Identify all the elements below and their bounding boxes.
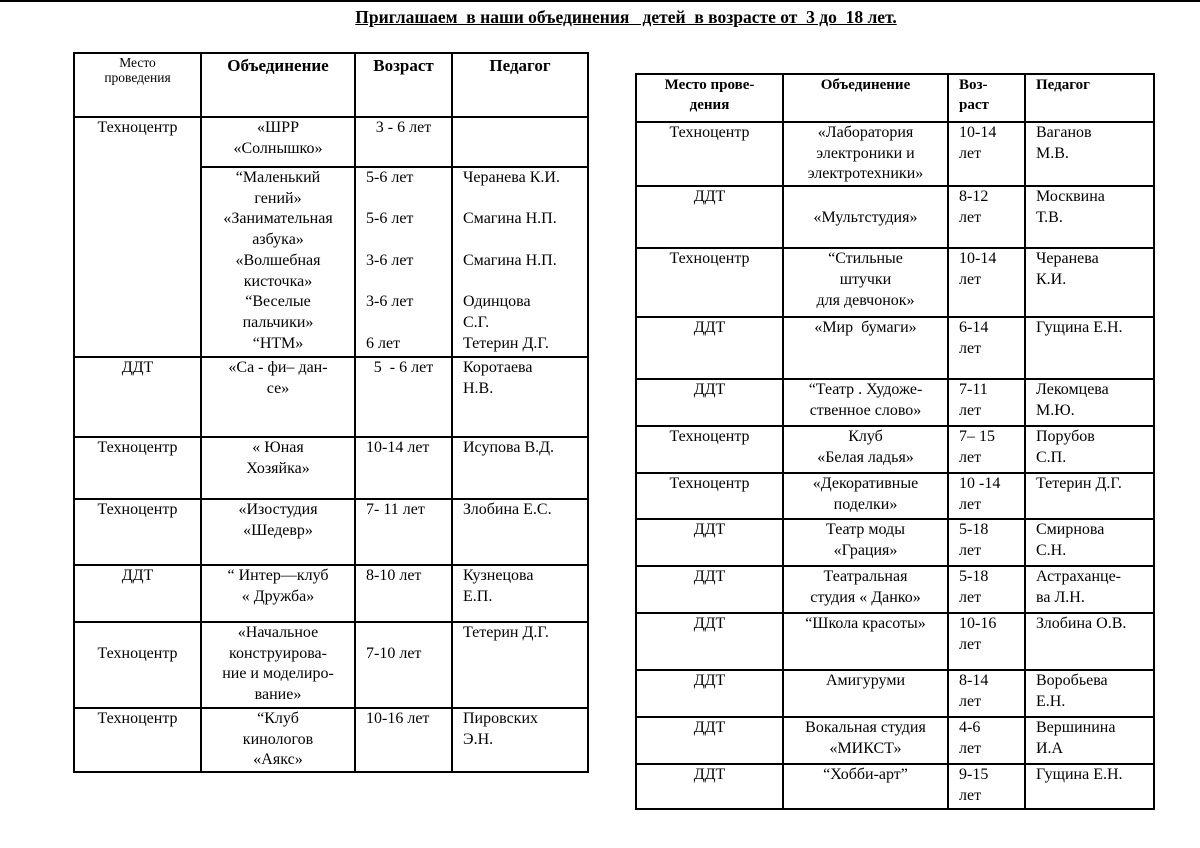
place-cell: Техноцентр [74,437,201,499]
table-row [74,622,588,708]
place-cell: ДДТ [636,670,783,717]
teacher-cell: Тетерин Д.Г. [452,622,588,708]
place-cell: Техноцентр [636,473,783,519]
teacher-cell: Злобина Е.С. [452,499,588,565]
place-cell: Техноцентр [74,499,201,565]
place-cell: ДДТ [636,186,783,248]
teacher-cell: Лекомцева М.Ю. [1025,379,1154,426]
club-cell: Амигуруми [783,670,948,717]
right-header-age: Воз- раст [948,74,1025,122]
age-cell: 9-15 лет [948,764,1025,809]
table-row [636,473,1154,519]
table-row [74,357,588,437]
teacher-cell: Вершинина И.А [1025,717,1154,764]
teacher-cell: Воробьева Е.Н. [1025,670,1154,717]
place-cell: ДДТ [636,566,783,613]
club-cell: “Школа красоты» [783,613,948,670]
age-cell: 6-14 лет [948,317,1025,379]
table-row [636,317,1154,379]
place-cell: ДДТ [74,357,201,437]
age-cell: 5-18 лет [948,566,1025,613]
place-cell: ДДТ [636,379,783,426]
age-cell: 5-6 лет 5-6 лет 3-6 лет 3-6 лет 6 лет [355,167,452,357]
club-cell: «ШРР «Солнышко» [201,117,355,167]
age-cell: 7– 15 лет [948,426,1025,473]
teacher-cell: Черанева К.И. Смагина Н.П. Смагина Н.П. Одинцова С.Г. Тетерин Д.Г. [452,167,588,357]
table-row [636,566,1154,613]
club-cell: «Начальное конструирова- ние и моделиро- вание» [201,622,355,708]
club-cell: Клуб «Белая ладья» [783,426,948,473]
age-cell: 5 - 6 лет [355,357,452,437]
club-cell: «Декоративные поделки» [783,473,948,519]
left-header-teacher: Педагог [452,53,588,117]
teacher-cell: Астраханце- ва Л.Н. [1025,566,1154,613]
table-row [74,437,588,499]
place-cell: ДДТ [74,565,201,622]
club-cell: Театральная студия « Данко» [783,566,948,613]
table-row [636,613,1154,670]
club-cell: “Хобби-арт” [783,764,948,809]
teacher-cell: Злобина О.В. [1025,613,1154,670]
place-cell: Техноцентр [636,248,783,317]
club-cell: Вокальная студия «МИКСТ» [783,717,948,764]
teacher-cell: Гущина Е.Н. [1025,764,1154,809]
table-row [636,764,1154,809]
teacher-cell: Ваганов М.В. [1025,122,1154,186]
club-cell: « Юная Хозяйка» [201,437,355,499]
age-cell: 8-12 лет [948,186,1025,248]
club-cell: «Мир бумаги» [783,317,948,379]
left-header-age: Возраст [355,53,452,117]
age-cell: 8-10 лет [355,565,452,622]
club-cell: “Стильные штучки для девчонок» [783,248,948,317]
table-row [74,117,588,167]
teacher-cell: Черанева К.И. [1025,248,1154,317]
teacher-cell: Тетерин Д.Г. [1025,473,1154,519]
club-cell: «Мультстудия» [783,186,948,248]
right-header-teacher: Педагог [1025,74,1154,122]
teacher-cell: Смирнова С.Н. [1025,519,1154,566]
age-cell: 7-10 лет [355,622,452,708]
table-row [636,186,1154,248]
right-table-header [636,74,1154,122]
place-cell: Техноцентр [636,122,783,186]
table-row [74,708,588,772]
age-cell: 10-14 лет [355,437,452,499]
club-cell: “Маленький гений» «Занимательная азбука» «Волшебная кисточка» “Веселые пальчики» “НТМ» [201,167,355,357]
place-cell: ДДТ [636,519,783,566]
age-cell: 10-16 лет [355,708,452,772]
age-cell: 10 -14 лет [948,473,1025,519]
teacher-cell: Гущина Е.Н. [1025,317,1154,379]
age-cell: 10-16 лет [948,613,1025,670]
right-header-place: Место прове- дения [636,74,783,122]
table-row [636,248,1154,317]
age-cell: 3 - 6 лет [355,117,452,167]
place-cell: ДДТ [636,717,783,764]
table-row [74,565,588,622]
teacher-cell: Коротаева Н.В. [452,357,588,437]
age-cell: 10-14 лет [948,248,1025,317]
right-header-club: Объединение [783,74,948,122]
left-table-header [74,53,588,117]
teacher-cell: Исупова В.Д. [452,437,588,499]
place-cell: Техноцентр [74,708,201,772]
right-table [635,73,1155,810]
club-cell: “ Интер—клуб « Дружба» [201,565,355,622]
table-row [636,426,1154,473]
left-table [73,52,589,773]
place-cell: ДДТ [636,317,783,379]
age-cell: 4-6 лет [948,717,1025,764]
top-border-line [0,0,1200,2]
place-cell: Техноцентр [636,426,783,473]
table-row [636,717,1154,764]
age-cell: 10-14 лет [948,122,1025,186]
place-cell: ДДТ [636,764,783,809]
table-row [636,519,1154,566]
teacher-cell [452,117,588,167]
teacher-cell: Порубов С.П. [1025,426,1154,473]
club-cell: «Са - фи– дан- се» [201,357,355,437]
table-row [636,122,1154,186]
age-cell: 5-18 лет [948,519,1025,566]
teacher-cell: Кузнецова Е.П. [452,565,588,622]
left-header-club: Объединение [201,53,355,117]
place-cell: Техноцентр [74,622,201,708]
club-cell: “Клуб кинологов «Аякс» [201,708,355,772]
page-title: Приглашаем в наши объединения детей в возрасте от 3 до 18 лет. [355,7,897,27]
table-row [636,670,1154,717]
club-cell: «Изостудия «Шедевр» [201,499,355,565]
left-header-place: Место проведения [74,53,201,117]
club-cell: Театр моды «Грация» [783,519,948,566]
age-cell: 7-11 лет [948,379,1025,426]
table-row [74,499,588,565]
table-row [636,379,1154,426]
club-cell: «Лаборатория электроники и электротехники» [783,122,948,186]
place-cell: ДДТ [636,613,783,670]
age-cell: 8-14 лет [948,670,1025,717]
place-cell: Техноцентр [74,117,201,357]
teacher-cell: Пировских Э.Н. [452,708,588,772]
teacher-cell: Москвина Т.В. [1025,186,1154,248]
age-cell: 7- 11 лет [355,499,452,565]
club-cell: “Театр . Художе- ственное слово» [783,379,948,426]
